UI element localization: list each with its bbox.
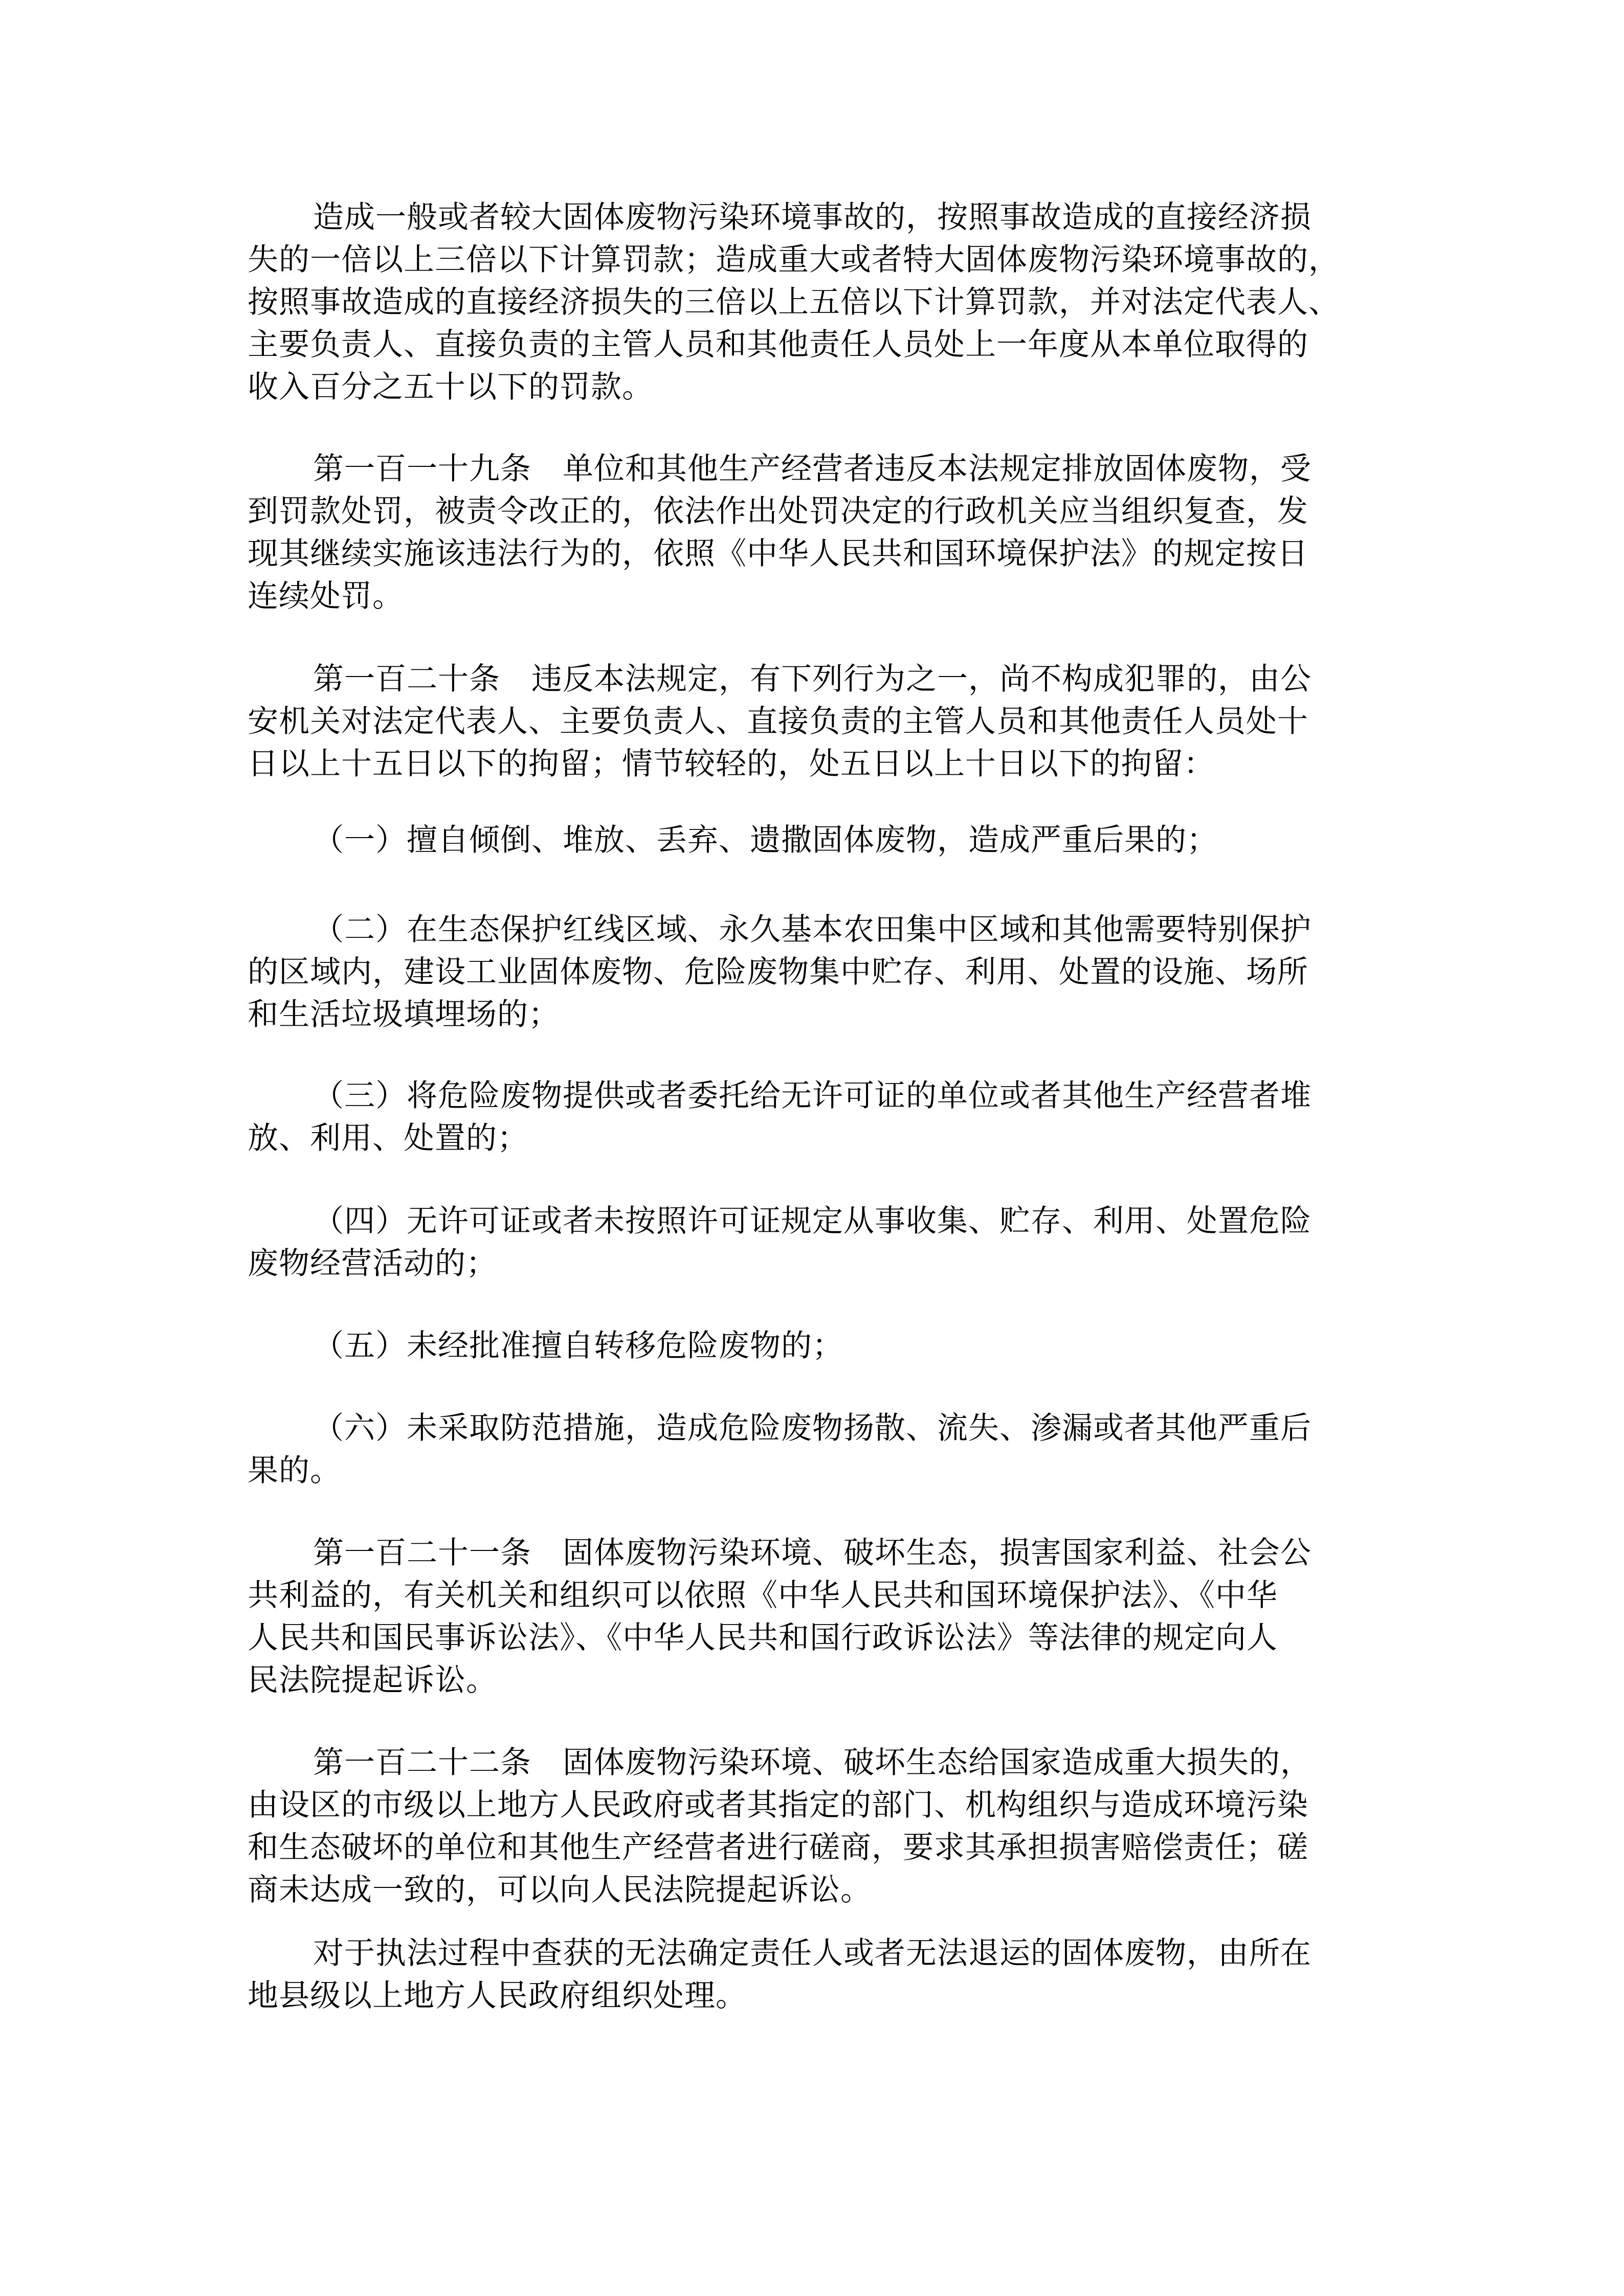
text-line: （三）将危险废物提供或者委托给无许可证的单位或者其他生产经营者堆	[313, 1078, 1311, 1114]
text-line: （四）无许可证或者未按照许可证规定从事收集、贮存、利用、处置危险	[313, 1203, 1311, 1239]
text-line: 日以上十五日以下的拘留；情节较轻的，处五日以上十日以下的拘留：	[248, 746, 1215, 782]
text-line: 收入百分之五十以下的罚款。	[248, 369, 653, 405]
text-line: 对于执法过程中查获的无法确定责任人或者无法退运的固体废物，由所在	[313, 1935, 1311, 1971]
text-line: 第一百一十九条 单位和其他生产经营者违反本法规定排放固体废物，受	[313, 451, 1311, 487]
text-line: 放、利用、处置的；	[248, 1120, 528, 1156]
text-line: 由设区的市级以上地方人民政府或者其指定的部门、机构组织与造成环境污染	[248, 1787, 1308, 1823]
text-line: 连续处罚。	[248, 578, 404, 614]
text-line: 第一百二十条 违反本法规定，有下列行为之一，尚不构成犯罪的，由公	[313, 661, 1311, 697]
text-line: 和生态破坏的单位和其他生产经营者进行磋商，要求其承担损害赔偿责任；磋	[248, 1830, 1308, 1865]
text-line: （六）未采取防范措施，造成危险废物扬散、流失、渗漏或者其他严重后	[313, 1410, 1311, 1446]
text-line: 和生活垃圾填埋场的；	[248, 997, 560, 1032]
text-line: 人民共和国民事诉讼法》、《中华人民共和国行政诉讼法》等法律的规定向人	[248, 1620, 1278, 1656]
text-line: 主要负责人、直接负责的主管人员和其他责任人员处上一年度从本单位取得的	[248, 327, 1308, 363]
text-line: 共利益的，有关机关和组织可以依照《中华人民共和国环境保护法》、《中华	[248, 1578, 1278, 1613]
text-line: （一）擅自倾倒、堆放、丢弃、遗撒固体废物，造成严重后果的；	[313, 822, 1218, 858]
text-line: 到罚款处罚，被责令改正的，依法作出处罚决定的行政机关应当组织复查，发	[248, 493, 1308, 529]
text-line: 民法院提起诉讼。	[248, 1662, 497, 1698]
text-line: 第一百二十一条 固体废物污染环境、破坏生态，损害国家利益、社会公	[313, 1535, 1311, 1571]
text-line: 造成一般或者较大固体废物污染环境事故的，按照事故造成的直接经济损	[313, 199, 1311, 235]
text-line: 果的。	[248, 1453, 341, 1489]
text-line: 废物经营活动的；	[248, 1246, 497, 1281]
text-line: 按照事故造成的直接经济损失的三倍以上五倍以下计算罚款，并对法定代表人、	[248, 284, 1340, 320]
text-line: （五）未经批准擅自转移危险废物的；	[313, 1328, 843, 1364]
text-line: 地县级以上地方人民政府组织处理。	[248, 1978, 747, 2014]
text-line: 现其继续实施该违法行为的，依照《中华人民共和国环境保护法》的规定按日	[248, 536, 1308, 572]
text-line: 商未达成一致的，可以向人民法院提起诉讼。	[248, 1872, 872, 1908]
text-line: 的区域内，建设工业固体废物、危险废物集中贮存、利用、处置的设施、场所	[248, 954, 1308, 990]
text-line: 失的一倍以上三倍以下计算罚款；造成重大或者特大固体废物污染环境事故的，	[248, 242, 1340, 278]
text-line: 安机关对法定代表人、主要负责人、直接负责的主管人员和其他责任人员处十	[248, 704, 1308, 739]
text-line: （二）在生态保护红线区域、永久基本农田集中区域和其他需要特别保护	[313, 912, 1311, 948]
text-line: 第一百二十二条 固体废物污染环境、破坏生态给国家造成重大损失的，	[313, 1745, 1311, 1781]
